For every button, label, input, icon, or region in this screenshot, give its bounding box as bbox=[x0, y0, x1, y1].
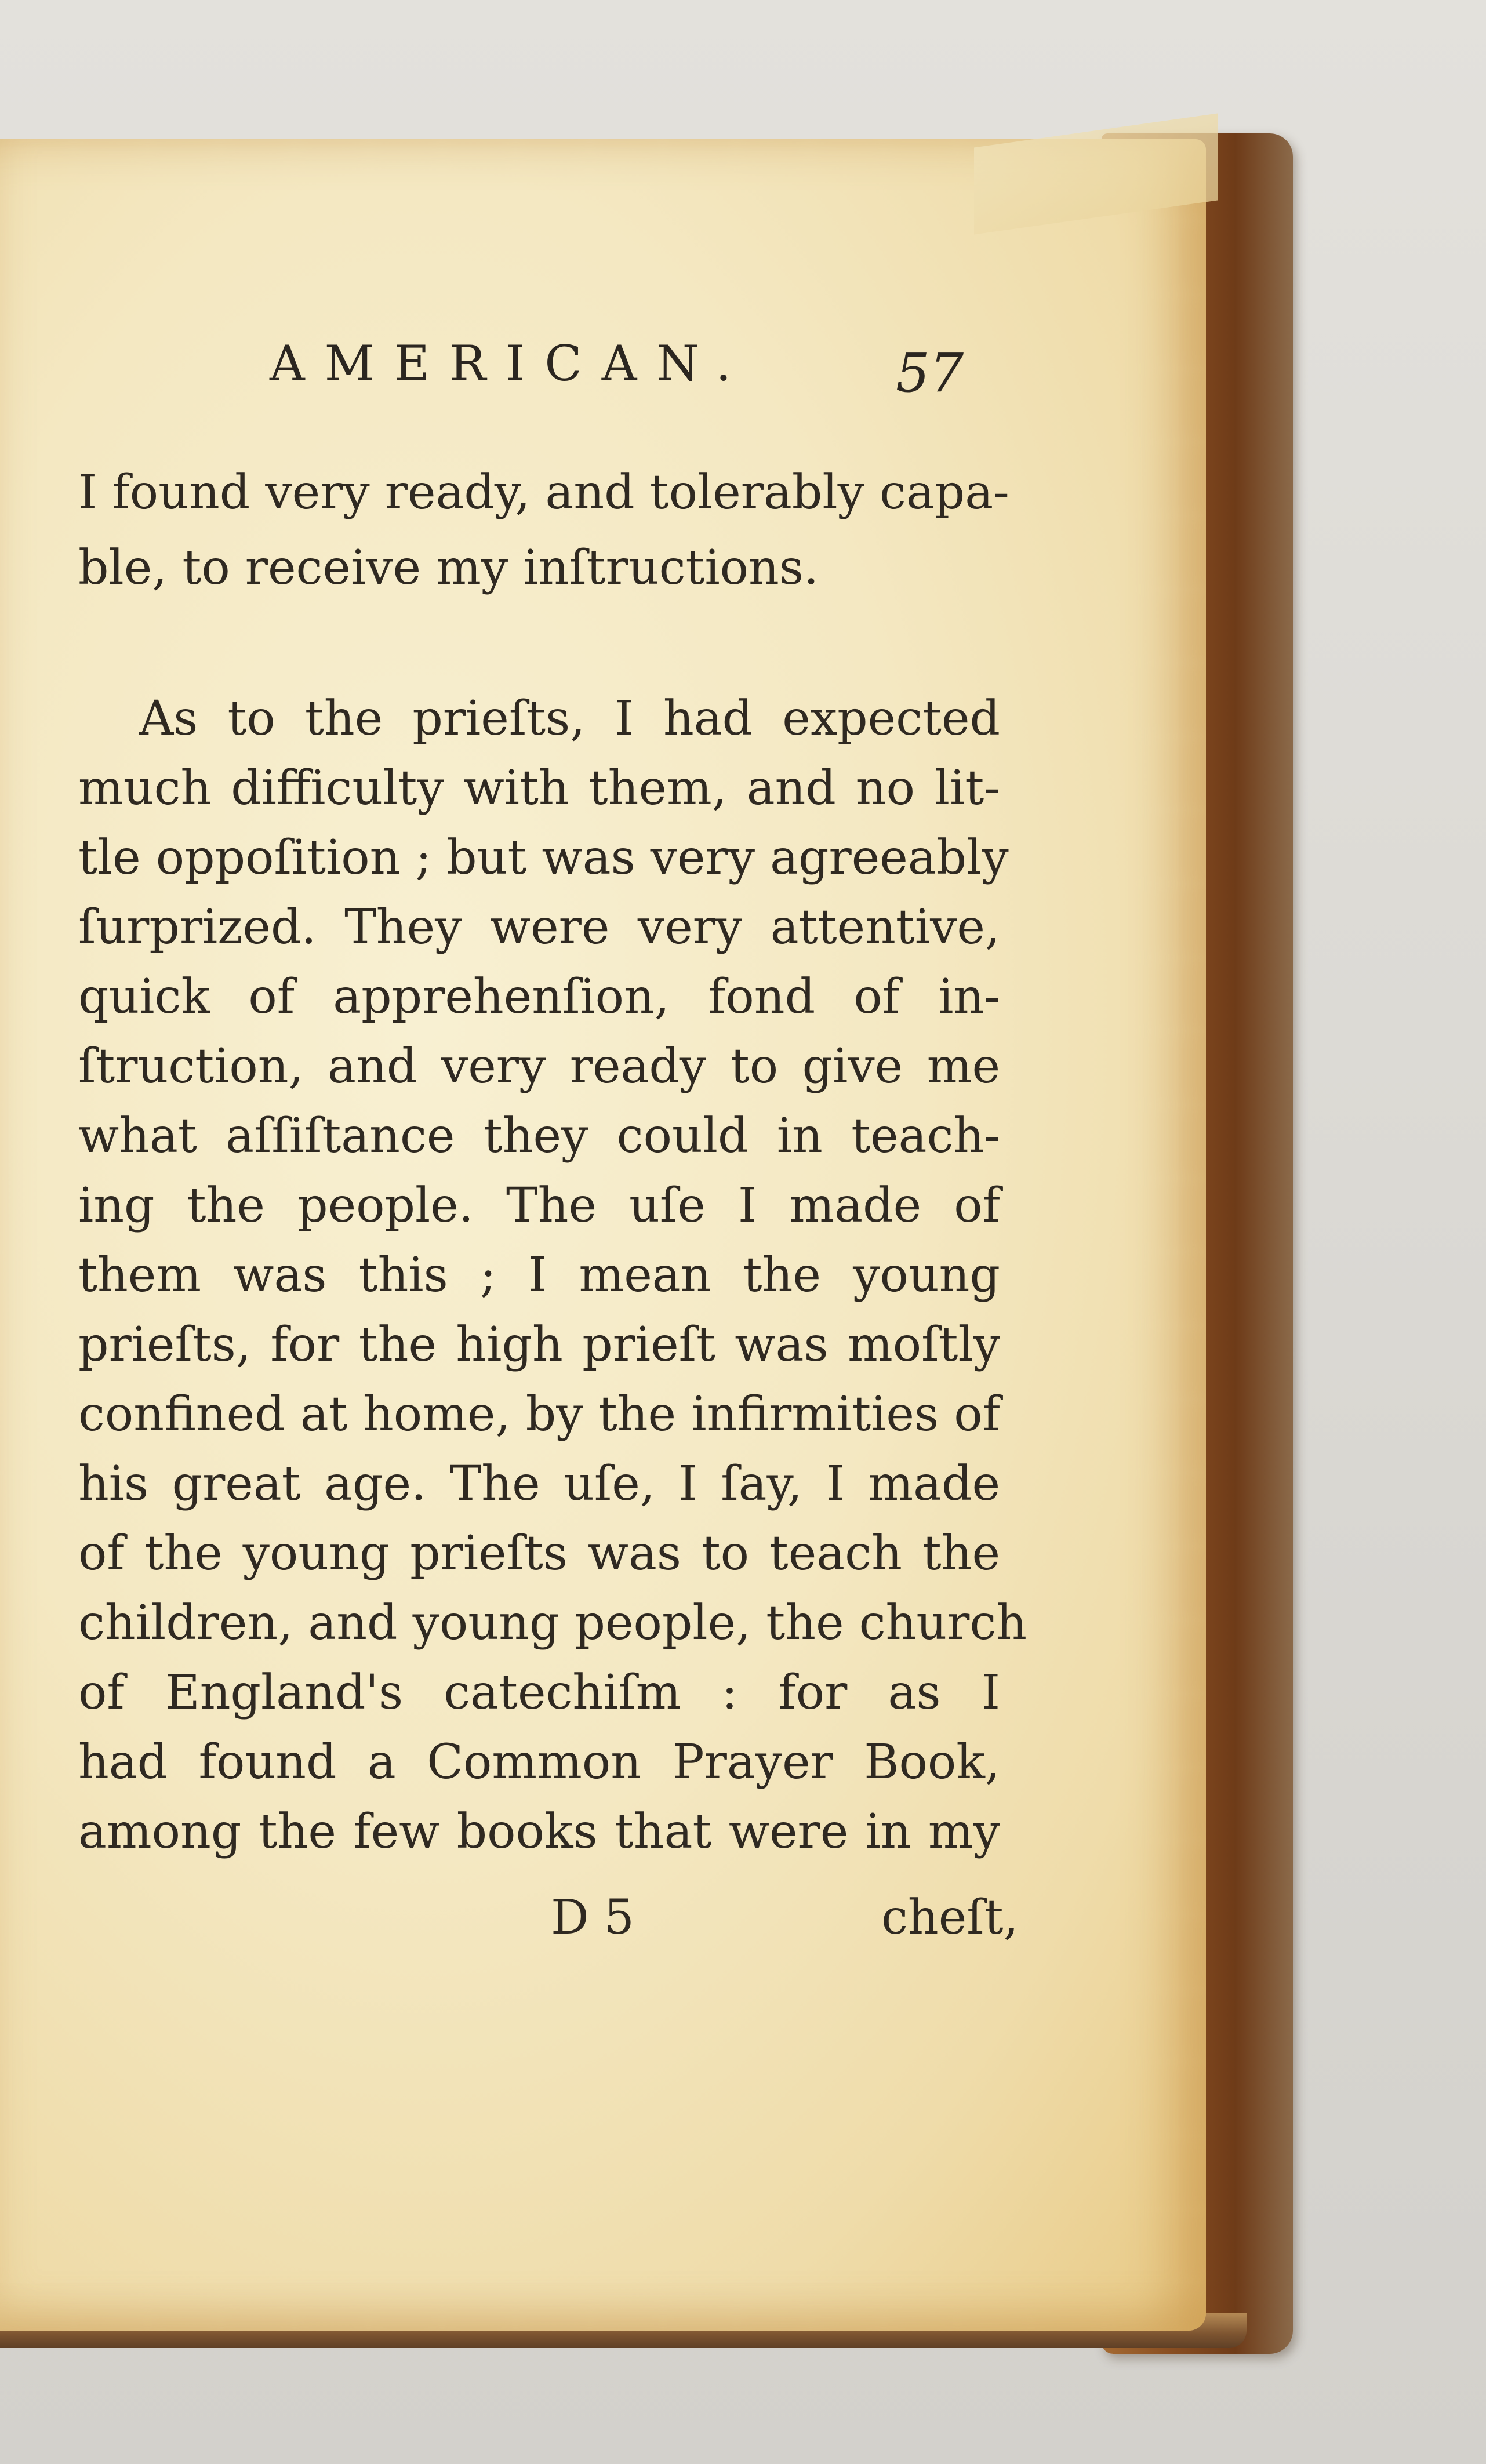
text-line: of England's catechiſm : for as I bbox=[78, 1665, 1000, 1720]
text-line: much difficulty with them, and no lit- bbox=[78, 761, 1000, 816]
text-line: ſurprized. They were very attentive, bbox=[78, 900, 1000, 955]
text-line: ble, to receive my inſtructions. bbox=[78, 540, 819, 595]
page-footer bbox=[551, 1890, 1019, 1960]
running-head bbox=[270, 325, 989, 412]
text-line: As to the prieſts, I had expected bbox=[139, 691, 1000, 746]
text-line: prieſts, for the high prieſt was moſtly bbox=[78, 1317, 1000, 1372]
text-line: ſtruction, and very ready to give me bbox=[78, 1039, 1000, 1094]
signature-mark: D 5 bbox=[551, 1890, 634, 1945]
text-line: had found a Common Prayer Book, bbox=[78, 1735, 1000, 1790]
text-line: among the few books that were in my bbox=[78, 1804, 1000, 1859]
text-line: I found very ready, and tolerably capa- bbox=[78, 465, 1009, 520]
text-line: confined at home, by the infirmities of bbox=[78, 1387, 1000, 1442]
text-line: tle oppoſition ; but was very agreeably bbox=[78, 830, 1009, 885]
page-number: 57 bbox=[896, 342, 964, 404]
text-line: them was this ; I mean the young bbox=[78, 1248, 1000, 1303]
text-line: of the young prieſts was to teach the bbox=[78, 1526, 1000, 1581]
catchword: cheſt, bbox=[881, 1890, 1019, 1945]
text-line: ing the people. The uſe I made of bbox=[78, 1178, 1000, 1233]
text-line: his great age. The uſe, I ſay, I made bbox=[78, 1456, 1000, 1511]
text-line: children, and young people, the church bbox=[78, 1596, 1027, 1651]
text-line: what aſſiſtance they could in teach- bbox=[78, 1109, 1000, 1164]
running-head-title: AMERICAN. bbox=[270, 335, 751, 392]
text-line: quick of apprehenſion, fond of in- bbox=[78, 969, 1000, 1024]
